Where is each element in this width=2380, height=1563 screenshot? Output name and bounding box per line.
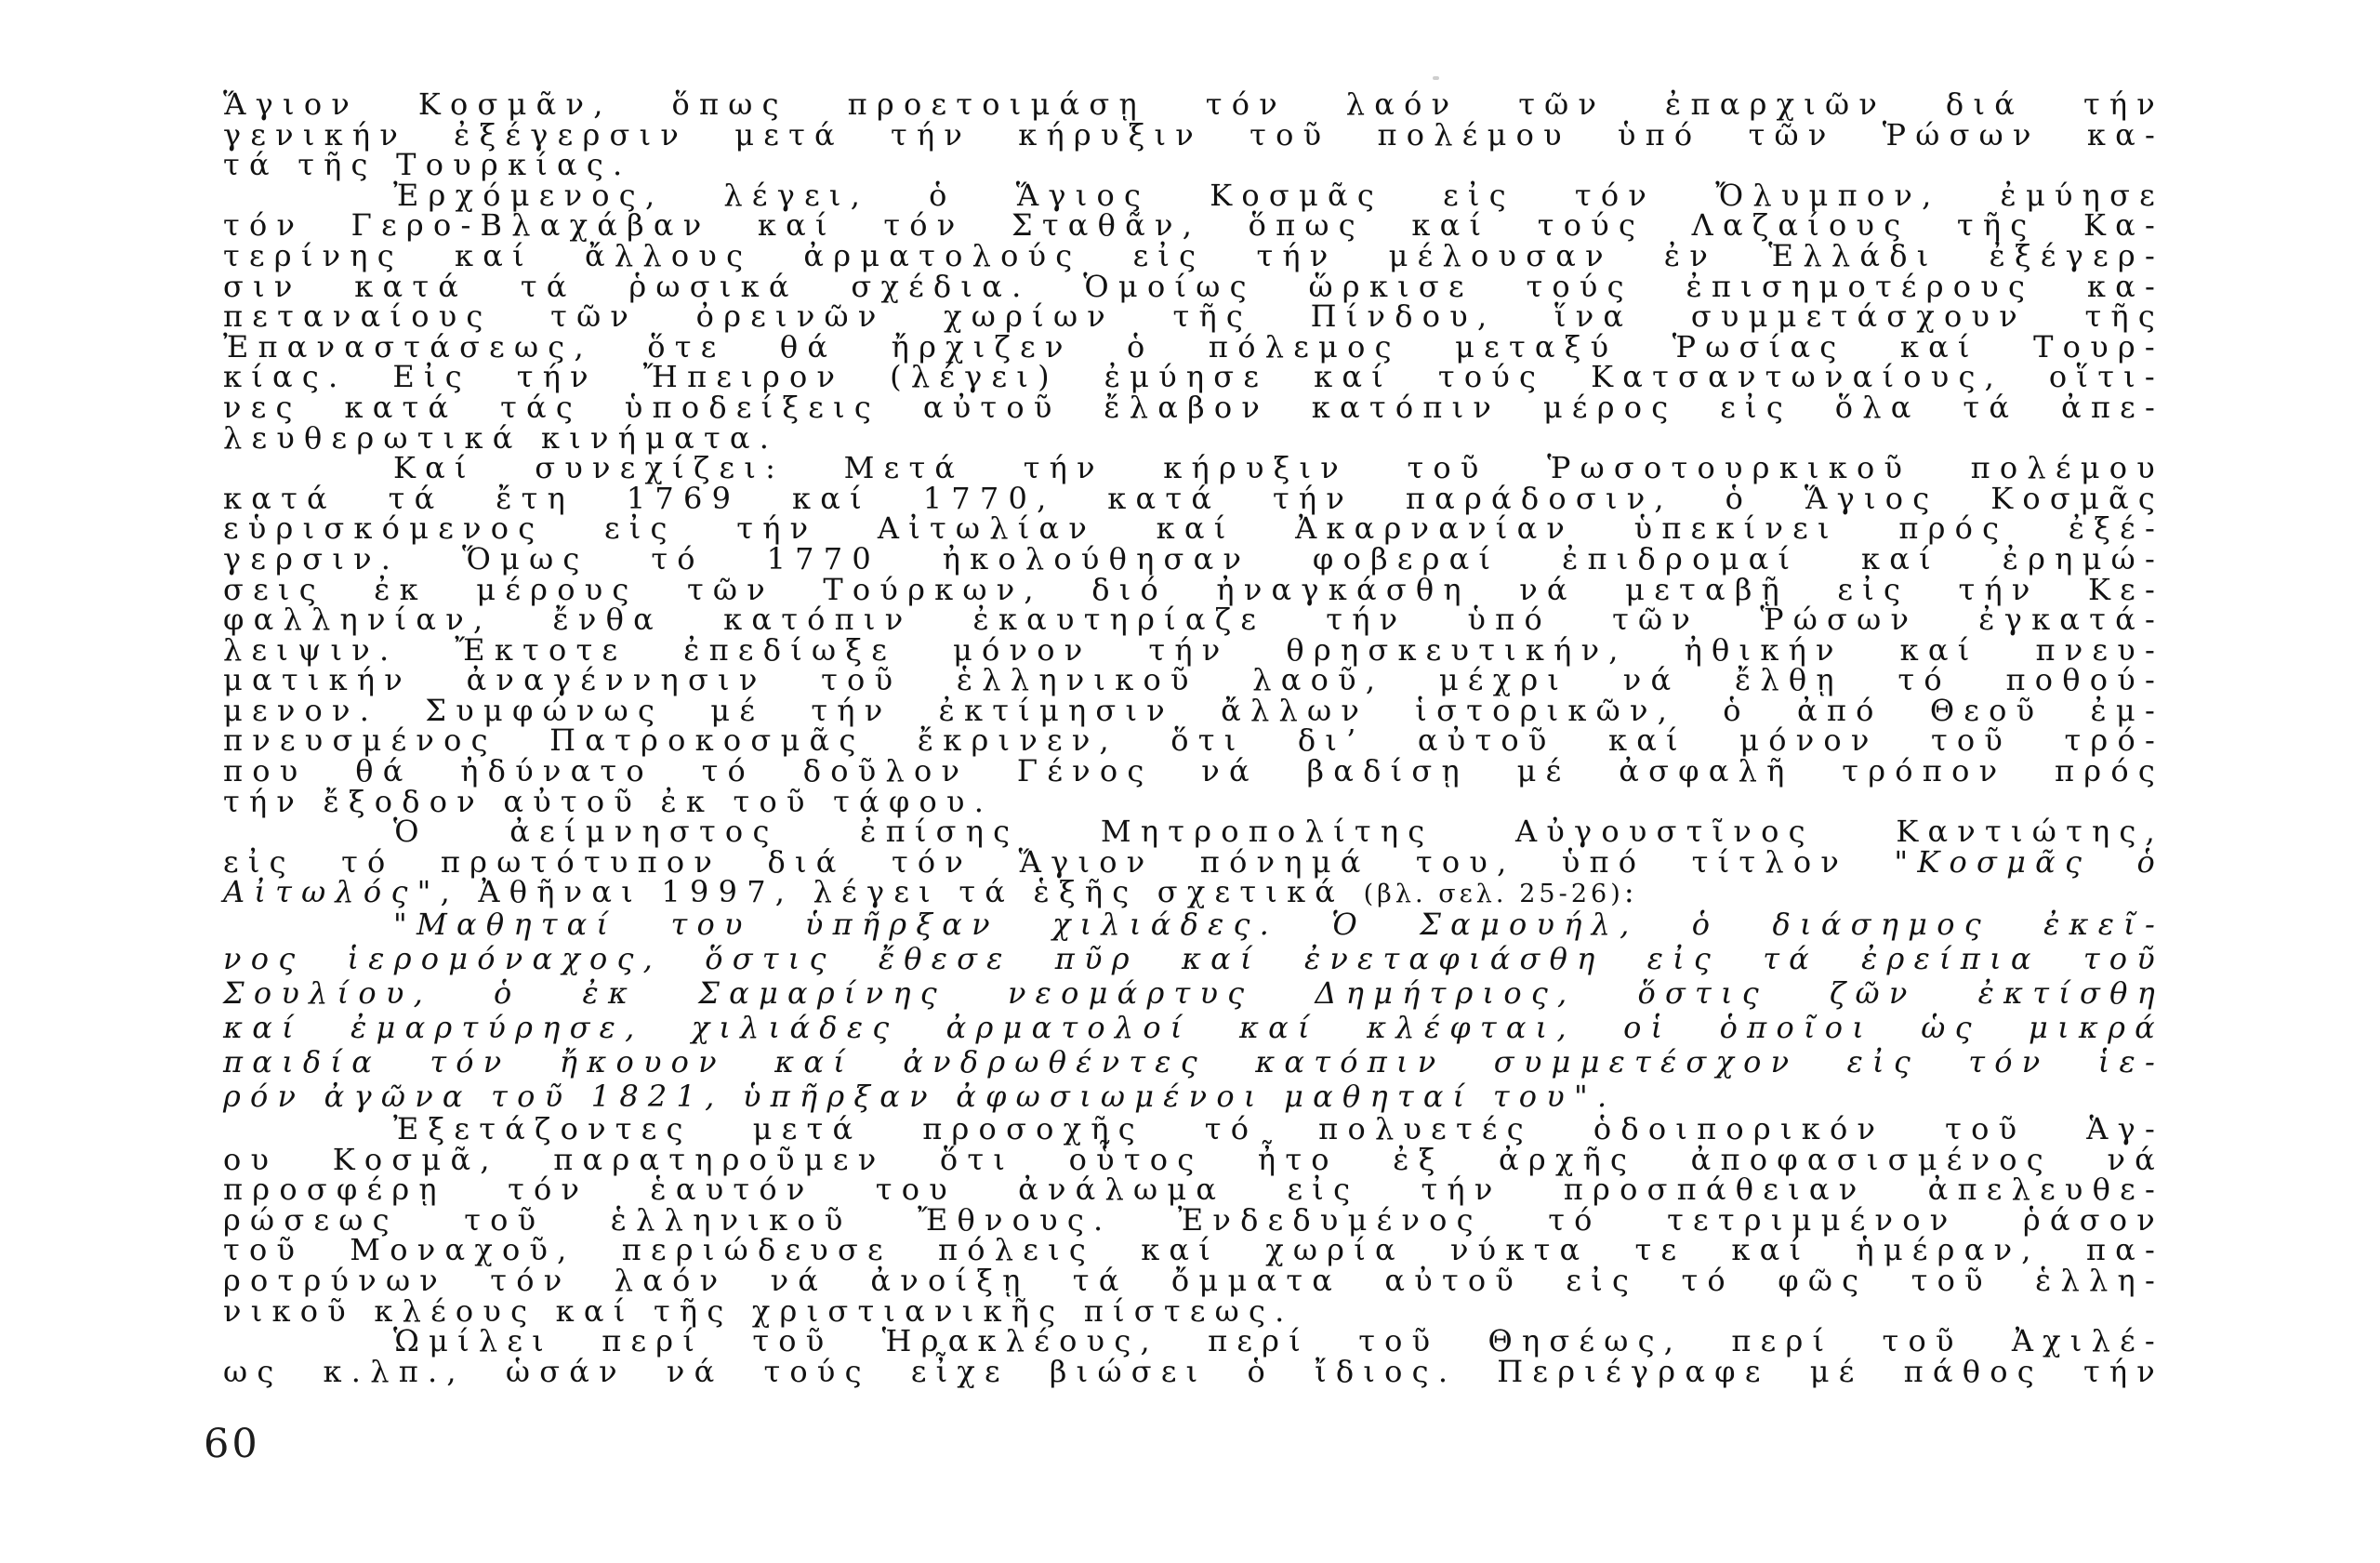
body-text-segment: φαλληνίαν, ἔνθα κατόπιν ἐκαυτηρίαζε τήν ὑπό τῶν Ῥώσων ἐγκατά- (223, 602, 2164, 638)
body-text-segment: ροτρύνων τόν λαόν νά ἀνοίξῃ τά ὄμματα αὐτοῦ εἰς τό φῶς τοῦ ἑλλη- (223, 1263, 2164, 1298)
text-line (223, 907, 2164, 942)
quoted-italic-text: καί ἐμαρτύρησε, χιλιάδες ἀρματολοί καί κλέφται, οἱ ὁποῖοι ὡς μικρά (223, 1010, 2164, 1046)
body-text-segment: ρώσεως τοῦ ἑλληνικοῦ Ἔθνους. Ἐνδεδυμένος τό τετριμμένον ῥάσον (223, 1201, 2164, 1238)
body-text-segment: Ἅγιον Κοσμᾶν, ὅπως προετοιμάσῃ τόν λαόν τῶν ἐπαρχιῶν διά τήν (223, 86, 2164, 122)
text-line (223, 942, 2164, 976)
text-line (223, 976, 2164, 1011)
quoted-italic-text: Σουλίου, ὁ ἐκ Σαμαρίνης νεομάρτυς Δημήτριος, ὅστις ζῶν ἐκτίσθη (223, 975, 2164, 1012)
body-text-segment: γενικήν ἐξέγερσιν μετά τήν κήρυξιν τοῦ πολέμου ὑπό τῶν Ῥώσων κα- (223, 116, 2164, 152)
text-line (223, 1201, 2164, 1238)
body-text-segment: Ἐρχόμενος, λέγει, ὁ Ἅγιος Κοσμᾶς εἰς τόν Ὄλυμπον, ἐμύησε (393, 177, 2164, 213)
text-line (223, 1172, 2164, 1208)
quoted-italic-text: "Μαθηταί του ὑπῆρξαν χιλιάδες. Ὁ Σαμουήλ, ὁ διάσημος ἐκεῖ- (393, 907, 2164, 943)
text-line (223, 298, 2164, 335)
body-text-segment: Ὁ ἀείμνηστος ἐπίσης Μητροπολίτης Αὐγουστῖνος Καντιώτης, (393, 814, 2164, 850)
text-line (223, 571, 2164, 607)
text-line (223, 722, 2164, 759)
text-line (223, 237, 2164, 273)
body-text-segment: τήν ἔξοδον αὐτοῦ ἐκ τοῦ τάφου. (223, 783, 994, 819)
text-line (223, 147, 2164, 183)
text-line (223, 540, 2164, 576)
text-line (223, 1265, 2164, 1296)
text-line (223, 783, 2164, 819)
text-line (223, 116, 2164, 152)
body-text-segment: Ἐξετάζοντες μετά προσοχῆς τό πολυετές ὁδοιπορικόν τοῦ Ἁγ- (393, 1111, 2164, 1147)
quoted-italic-text: ρόν ἀγῶνα τοῦ 1821, ὑπῆρξαν ἀφωσιωμένοι μαθηταί του". (223, 1079, 1617, 1115)
body-text-segment: πεταναίους τῶν ὀρεινῶν χωρίων τῆς Πίνδου, ἵνα συμμετάσχουν τῆς (223, 298, 2164, 335)
body-text (223, 86, 2164, 1389)
body-text-segment: εἰς τό πρωτότυπον διά τόν Ἅγιον πόνημά του, ὑπό τίτλον " (223, 843, 1918, 880)
body-text-segment: κίας. Εἰς τήν Ἤπειρον (λέγει) ἐμύησε καί τούς Κατσαντωναίους, οἵτι- (223, 359, 2164, 395)
text-line (223, 662, 2164, 698)
text-line (223, 268, 2164, 304)
text-line (223, 510, 2164, 547)
body-text-segment: πνευσμένος Πατροκοσμᾶς ἔκρινεν, ὅτι δι’ αὐτοῦ καί μόνον τοῦ τρό- (223, 722, 2164, 759)
body-text-segment: νικοῦ κλέους καί τῆς χριστιανικῆς πίστεως. (223, 1292, 1294, 1329)
text-line (223, 692, 2164, 728)
body-text-segment: τερίνης καί ἄλλους ἀρματολούς εἰς τήν μέλουσαν ἐν Ἑλλάδι ἐξέγερ- (223, 237, 2164, 273)
quoted-italic-text: Αἰτωλός" (223, 874, 441, 910)
text-line (223, 631, 2164, 668)
text-line (223, 1111, 2164, 1147)
text-line (223, 1011, 2164, 1045)
text-line (223, 843, 2164, 880)
text-line (223, 1353, 2164, 1389)
text-line (223, 1141, 2164, 1177)
page-number: 60 (204, 1421, 260, 1467)
body-text-segment: λευθερωτικά κινήματα. (223, 419, 779, 456)
text-line (223, 1045, 2164, 1080)
text-line (223, 1080, 2164, 1114)
body-text-segment: κατά τά ἔτη 1769 καί 1770, κατά τήν παράδοσιν, ὁ Ἅγιος Κοσμᾶς (223, 480, 2164, 516)
body-text-segment: Ἐπαναστάσεως, ὅτε θά ἤρχιζεν ὁ πόλεμος μεταξύ Ῥωσίας καί Τουρ- (223, 328, 2164, 364)
text-line (223, 359, 2164, 395)
text-line (223, 450, 2164, 486)
body-text-segment: σεις ἐκ μέρους τῶν Τούρκων, διό ἠναγκάσθη νά μεταβῇ εἰς τήν Κε- (223, 571, 2164, 607)
text-line (223, 419, 2164, 456)
text-line (223, 1323, 2164, 1359)
body-text-segment: προσφέρῃ τόν ἑαυτόν του ἀνάλωμα εἰς τήν προσπάθειαν ἀπελευθε- (223, 1172, 2164, 1208)
body-text-segment: τά τῆς Τουρκίας. (223, 147, 632, 183)
body-text-segment: γερσιν. Ὅμως τό 1770 ἠκολούθησαν φοβεραί ἐπιδρομαί καί ἐρημώ- (223, 540, 2164, 576)
text-line (223, 86, 2164, 122)
body-text-segment: εὑρισκόμενος εἰς τήν Αἰτωλίαν καί Ἀκαρνανίαν ὑπεκίνει πρός ἐξέ- (223, 510, 2164, 547)
quoted-italic-text: νος ἱερομόναχος, ὅστις ἔθεσε πῦρ καί ἐνεταφιάσθη εἰς τά ἐρείπια τοῦ (223, 941, 2164, 977)
body-text-segment: τόν Γερο-Βλαχάβαν καί τόν Σταθᾶν, ὅπως καί τούς Λαζαίους τῆς Κα- (223, 207, 2164, 244)
text-line (223, 328, 2164, 364)
text-line (223, 389, 2164, 425)
scan-speck-artifact (1433, 76, 1439, 80)
text-line (223, 1232, 2164, 1268)
text-line (223, 177, 2164, 213)
body-text-segment: μενον. Συμφώνως μέ τήν ἐκτίμησιν ἄλλων ἱστορικῶν, ὁ ἀπό Θεοῦ ἐμ- (223, 692, 2164, 728)
body-text-segment: σιν κατά τά ῥωσικά σχέδια. Ὁμοίως ὥρκισε τούς ἐπισημοτέρους κα- (223, 268, 2164, 304)
text-line (223, 1292, 2164, 1329)
text-line (223, 480, 2164, 516)
quoted-italic-text: παιδία τόν ἤκουον καί ἀνδρωθέντες κατόπιν συμμετέσχον εἰς τόν ἱε- (223, 1044, 2164, 1080)
text-line (223, 753, 2164, 789)
quoted-italic-text: Κοσμᾶς ὁ (1917, 843, 2164, 880)
body-text-segment: Καί συνεχίζει: Μετά τήν κήρυξιν τοῦ Ῥωσοτουρκικοῦ πολέμου (393, 450, 2164, 486)
body-text-segment: ως κ.λπ., ὡσάν νά τούς εἶχε βιώσει ὁ ἴδιος. Περιέγραφε μέ πάθος τήν (223, 1353, 2164, 1389)
body-text-segment: : (1623, 874, 1644, 910)
body-text-segment: , Ἀθῆναι 1997, λέγει τά ἑξῆς σχετικά (440, 874, 1364, 910)
body-text-segment: λειψιν. Ἔκτοτε ἐπεδίωξε μόνον τήν θρησκευτικήν, ἠθικήν καί πνευ- (223, 631, 2164, 668)
body-text-segment: τοῦ Μοναχοῦ, περιώδευσε πόλεις καί χωρία νύκτα τε καί ἡμέραν, πα- (223, 1232, 2164, 1268)
text-line (223, 814, 2164, 850)
body-text-segment: Ὡμίλει περί τοῦ Ἡρακλέους, περί τοῦ Θησέως, περί τοῦ Ἀχιλέ- (393, 1323, 2164, 1359)
text-line (223, 602, 2164, 638)
body-text-segment: ου Κοσμᾶ, παρατηροῦμεν ὅτι οὗτος ἦτο ἐξ ἀρχῆς ἀποφασισμένος νά (223, 1141, 2164, 1177)
citation-reference: (βλ. σελ. 25-26) (1363, 880, 1624, 909)
body-text-segment: που θά ἠδύνατο τό δοῦλον Γένος νά βαδίσῃ μέ ἀσφαλῆ τρόπον πρός (223, 753, 2164, 789)
body-text-segment: νες κατά τάς ὑποδείξεις αὐτοῦ ἔλαβον κατόπιν μέρος εἰς ὅλα τά ἀπε- (223, 389, 2164, 425)
text-line (223, 874, 2164, 910)
text-line (223, 207, 2164, 244)
body-text-segment: ματικήν ἀναγέννησιν τοῦ ἑλληνικοῦ λαοῦ, μέχρι νά ἔλθῃ τό ποθού- (223, 662, 2164, 698)
